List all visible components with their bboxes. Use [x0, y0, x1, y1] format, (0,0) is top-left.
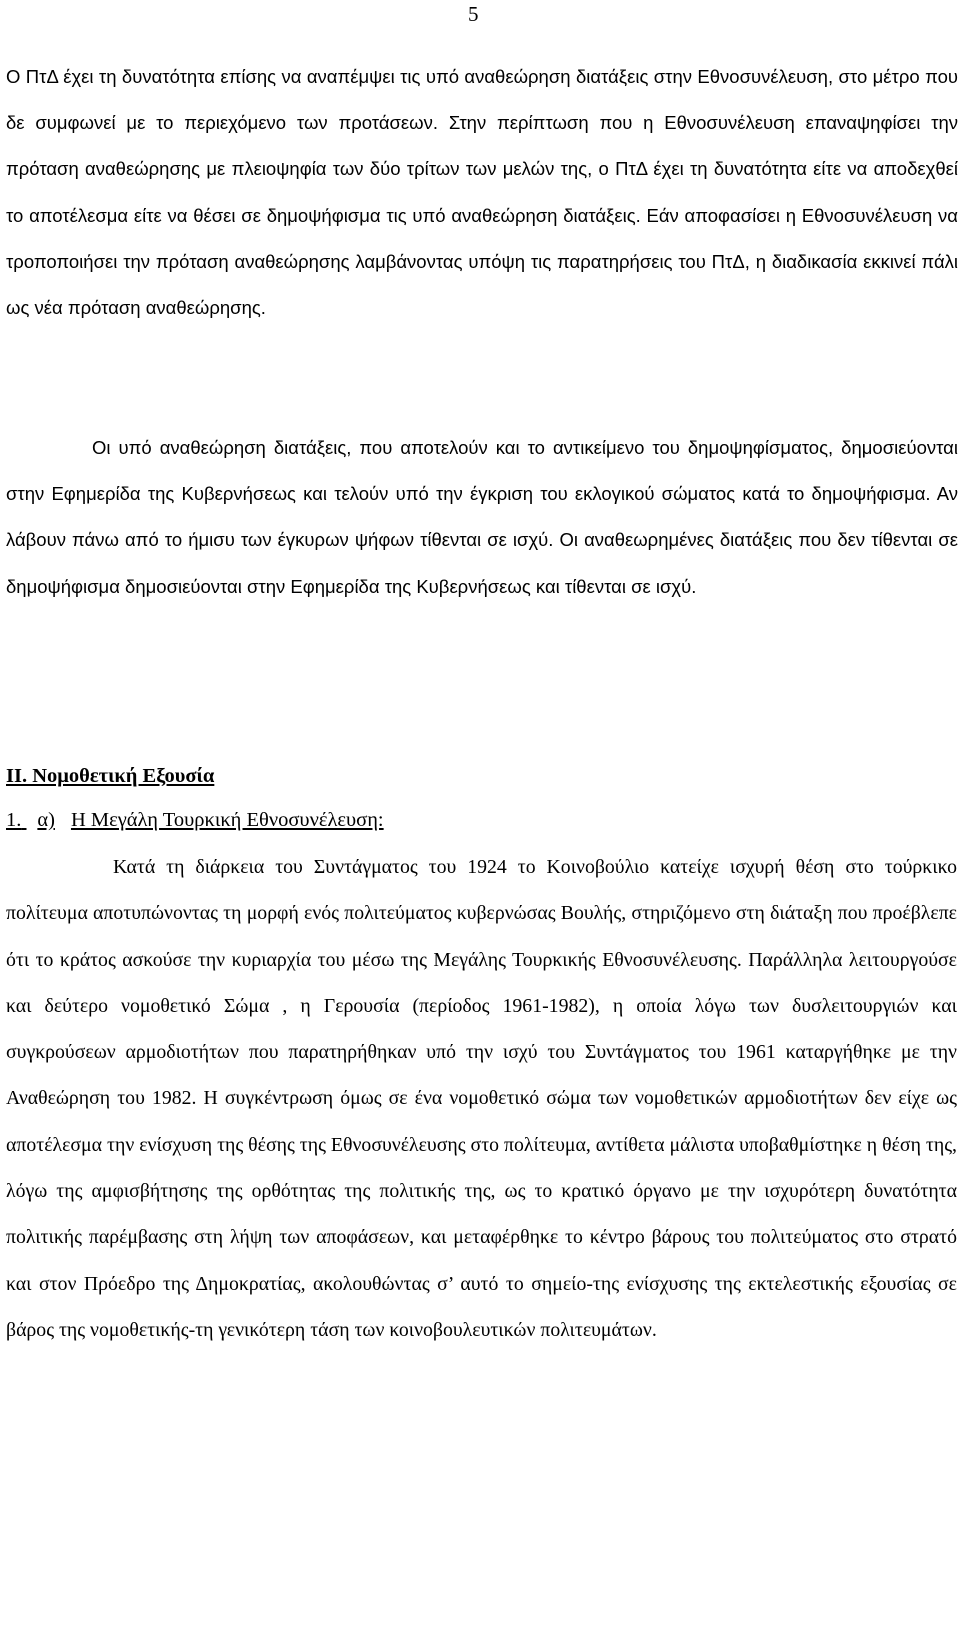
paragraph-constitution-history: Κατά τη διάρκεια του Συντάγματος του 1924 το Κοινοβούλιο κατείχε ισχυρή θέση στο τούρκικο πολίτευμα αποτυπώνοντας τη μορφή ενός πολιτεύματος κυβερνώσας Βουλής, στηριζόμενο στη διάταξη που προέβλεπε ότι το κράτος ασκούσε την κυριαρχία του μέσω της Μεγάλης Τουρκικής Εθνοσυνέλευσης. Παράλληλα λειτουργούσε και δεύτερο νομοθετικό Σώμα , η Γερουσία (περίοδος 1961-1982), η οποία λόγω των δυσλειτουργιών και συγκρούσεων αρμοδιοτήτων που παρατηρήθηκαν υπό την ισχύ του Συντάγματος του 1961 καταργήθηκε με την Αναθεώρηση του 1982. Η συγκέντρωση όμως σε ένα νομοθετικό σώμα των νομοθετικών αρμοδιοτήτων δεν είχε ως αποτέλεσμα την ενίσχυση της θέσης της Εθνοσυνέλευσης στο πολίτευμα, αντίθετα μάλιστα υποβαθμίστηκε η θέση της, λόγω της αμφισβήτησης της ορθότητας της πολιτικής της, ως το κρατικό όργανο με την ισχυρότερη δυνατότητα πολιτικής παρέμβασης στη λήψη των αποφάσεων, και μεταφέρθηκε το κέντρο βάρους του πολιτεύματος στο στρατό και στον Πρόεδρο της Δημοκρατίας, ακολουθώντας σ’ αυτό το σημείο-της ενίσχυσης της εκτελεστικής εξουσίας σε βάρος της νομοθετικής-τη γενικότερη τάση των κοινοβουλευτικών πολιτευμάτων. — [6, 856, 957, 1341]
subsection-letter: α) — [37, 809, 55, 831]
paragraph-revision-referral: Ο ΠτΔ έχει τη δυνατότητα επίσης να αναπέμψει τις υπό αναθεώρηση διατάξεις στην Εθνοσυνέλευση, στο μέτρο που δε συμφωνεί με το περιεχόμενο των προτάσεων. Στην περίπτωση που η Εθνοσυνέλευση επαναψηφίσει την πρόταση αναθεώρησης με πλειοψηφία των δύο τρίτων των μελών της, ο ΠτΔ έχει τη δυνατότητα είτε να αποδεχθεί το αποτέλεσμα είτε να θέσει σε δημοψήφισμα τις υπό αναθεώρηση διατάξεις. Εάν αποφασίσει η Εθνοσυνέλευση να τροποποιήσει την πρόταση αναθεώρησης λαμβάνοντας υπόψη τις παρατηρήσεις του ΠτΔ, η διαδικασία εκκινεί πάλι ως νέα πρόταση αναθεώρησης. — [6, 66, 958, 319]
subsection-number: 1. — [6, 809, 22, 831]
page-number: 5 — [468, 2, 479, 26]
section-heading-legislative-power: ΙΙ. Νομοθετική Εξουσία — [6, 765, 215, 787]
subsection-title: Η Μεγάλη Τουρκική Εθνοσυνέλευση: — [70, 809, 384, 831]
subsection-heading-grand-assembly — [6, 806, 384, 834]
paragraph-referendum-provisions: Οι υπό αναθεώρηση διατάξεις, που αποτελούν και το αντικείμενο του δημοψηφίσματος, δημοσιεύονται στην Εφημερίδα της Κυβερνήσεως και τελούν υπό την έγκριση του εκλογικού σώματος κατά το δημοψήφισμα. Αν λάβουν πάνω από το ήμισυ των έγκυρων ψήφων τίθενται σε ισχύ. Οι αναθεωρημένες διατάξεις που δεν τίθενται σε δημοψήφισμα δημοσιεύονται στην Εφημερίδα της Κυβερνήσεως και τίθενται σε ισχύ. — [6, 437, 958, 597]
subsection-gap — [21, 806, 37, 834]
